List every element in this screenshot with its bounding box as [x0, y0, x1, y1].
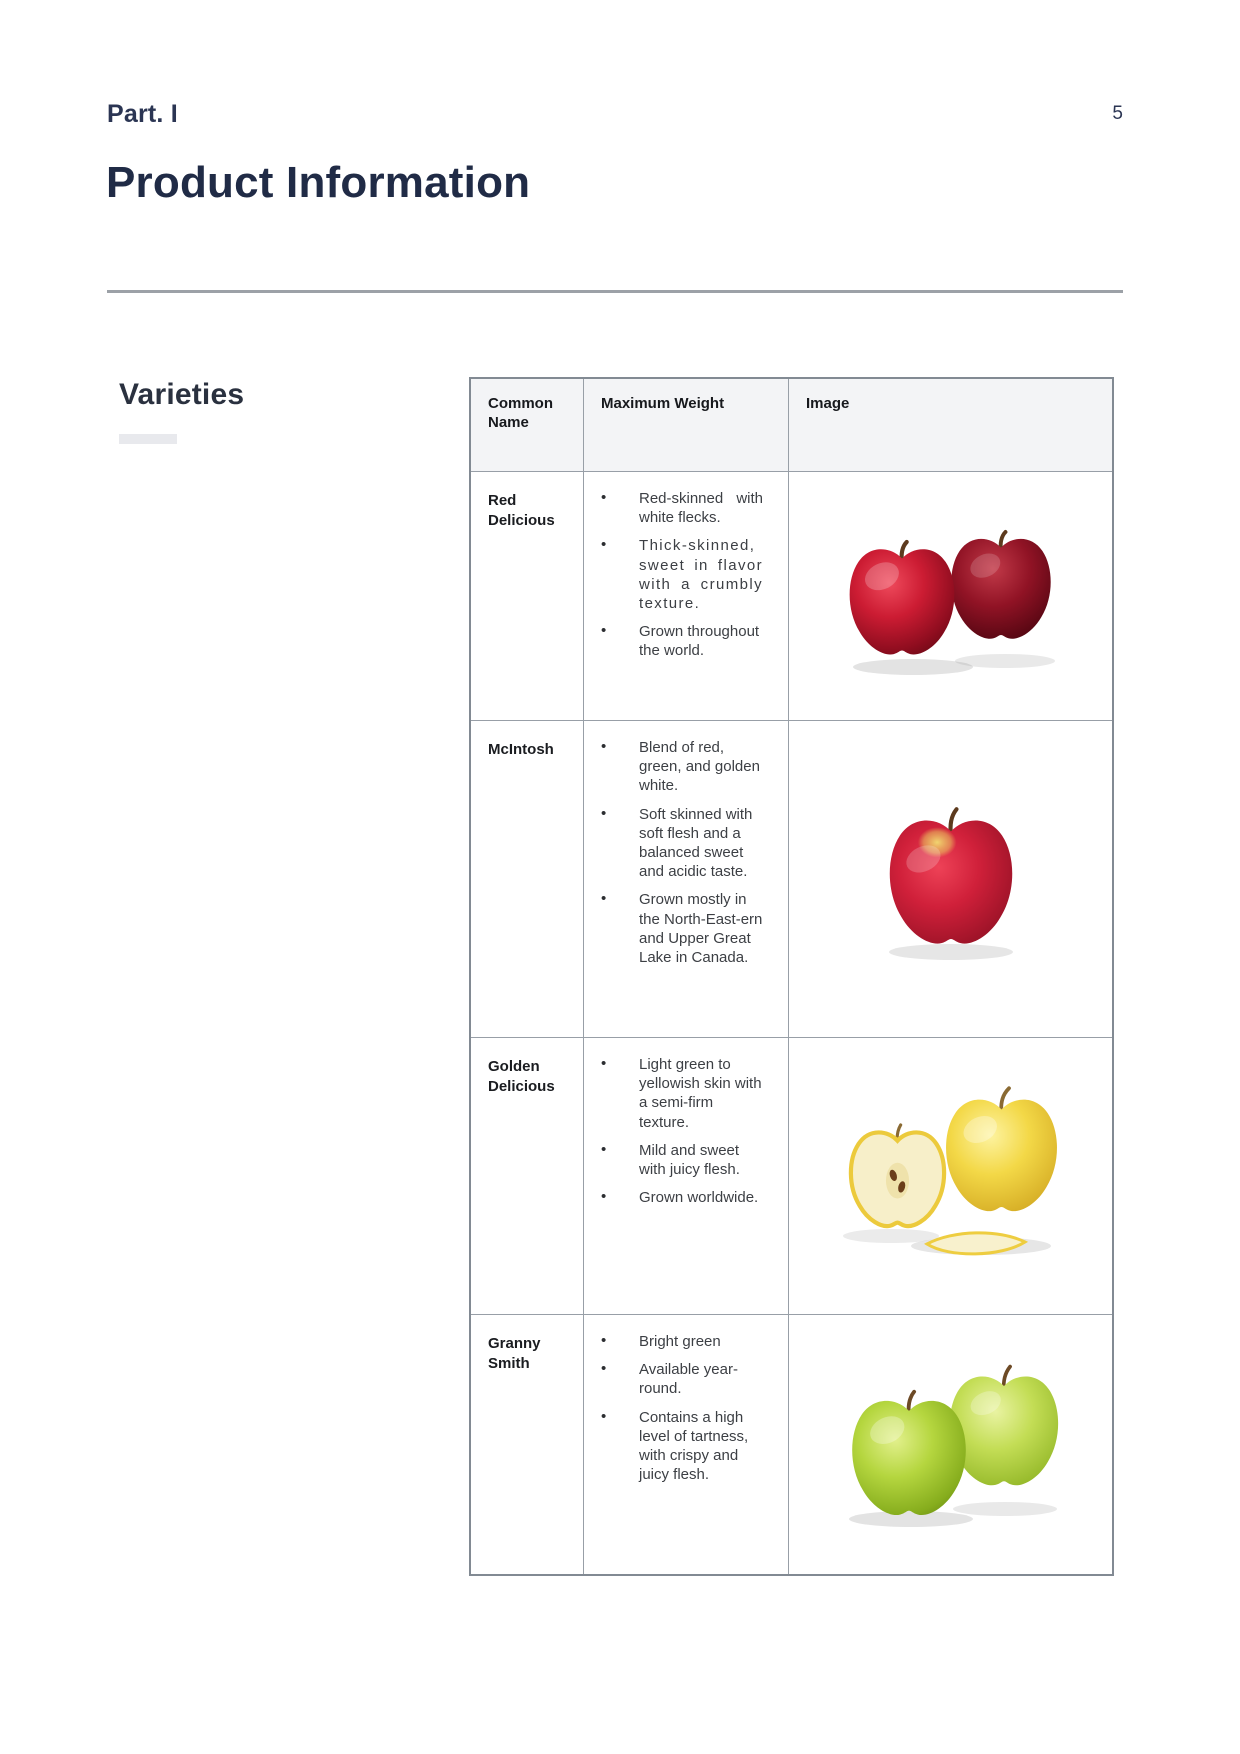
- bullet-item: • Grown worldwide.: [584, 1188, 776, 1207]
- golden-delicious-apples-image: [831, 1086, 1071, 1266]
- bullet-item: • Available year-round.: [584, 1360, 776, 1398]
- bullet-item: • Contains a high level of tartness, with crispy and juicy flesh.: [584, 1408, 776, 1485]
- bullet-item: • Grown mostly in the North-East-ern and Upper Great Lake in Canada.: [584, 890, 776, 967]
- bullet-list: [584, 1055, 776, 1207]
- page-title: Product Information: [106, 158, 531, 207]
- variety-image-cell: [789, 721, 1112, 1038]
- bullet-item: • Grown throughout the world.: [584, 622, 776, 660]
- column-header-common-name: Common Name: [471, 379, 584, 472]
- bullet-item: • Light green to yellowish skin with a semi-firm texture.: [584, 1055, 776, 1132]
- bullet-list: [584, 738, 776, 967]
- column-header-image: Image: [789, 379, 1112, 472]
- red-delicious-apples-image: [833, 512, 1069, 680]
- page-header: [107, 100, 1123, 129]
- variety-image-cell: [789, 1038, 1112, 1315]
- bullet-item: • Blend of red, green, and golden white.: [584, 738, 776, 796]
- granny-smith-apples-image: [833, 1357, 1068, 1532]
- bullet-item: • Mild and sweet with juicy flesh.: [584, 1141, 776, 1179]
- bullet-item: • Soft skinned with soft flesh and a balanced sweet and acidic taste.: [584, 805, 776, 882]
- bullet-list: [584, 489, 776, 661]
- variety-description: [584, 1315, 789, 1574]
- column-header-maximum-weight: Maximum Weight: [584, 379, 789, 472]
- bullet-item: • Thick-skinned, sweet in flavor with a crumbly texture.: [584, 536, 776, 613]
- variety-image-cell: [789, 472, 1112, 721]
- bullet-list: [584, 1332, 776, 1484]
- bullet-item: • Red-skinned with white flecks.: [584, 489, 776, 527]
- part-label: Part. I: [107, 100, 178, 128]
- section-heading-underline: [119, 434, 177, 444]
- variety-description: [584, 1038, 789, 1315]
- header-divider-rule: [107, 290, 1123, 293]
- variety-description: [584, 721, 789, 1038]
- variety-name: Golden Delicious: [471, 1038, 584, 1315]
- bullet-item: • Bright green: [584, 1332, 776, 1351]
- variety-description: [584, 472, 789, 721]
- varieties-table: [469, 377, 1114, 1576]
- variety-name: Red Delicious: [471, 472, 584, 721]
- page-number: 5: [1112, 103, 1123, 124]
- variety-name: Granny Smith: [471, 1315, 584, 1574]
- variety-name: McIntosh: [471, 721, 584, 1038]
- section-heading: Varieties: [119, 378, 245, 411]
- mcintosh-apple-image: [851, 794, 1051, 964]
- variety-image-cell: [789, 1315, 1112, 1574]
